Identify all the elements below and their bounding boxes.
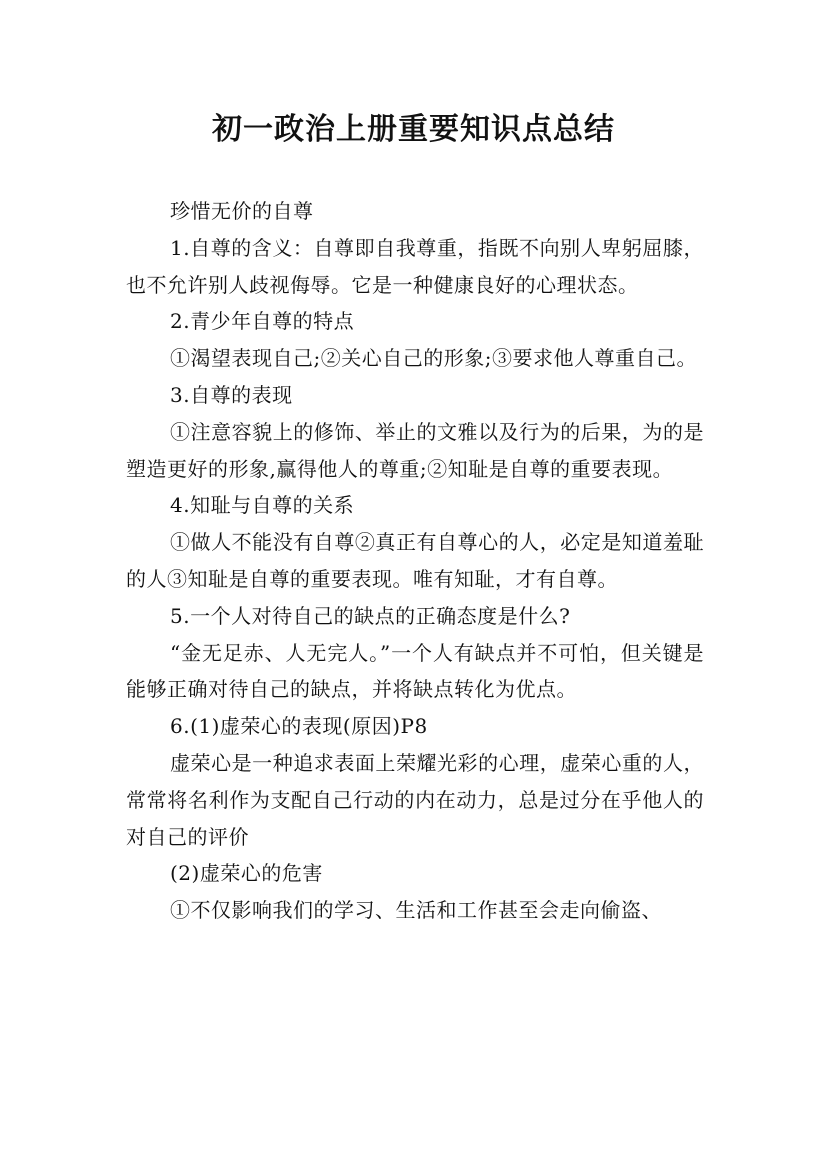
- paragraph-vanity-harm: ①不仅影响我们的学习、生活和工作甚至会走向偷盗、: [170, 898, 662, 923]
- paragraph-shame-and-respect: ①做人不能没有自尊②真正有自尊心的人，必定是知道羞耻的人③知耻是自尊的重要表现。唯有知耻，才有自尊。: [126, 530, 704, 591]
- paragraph-vanity-signs: 虚荣心是一种追求表面上荣耀光彩的心理，虚荣心重的人，常常将名利作为支配自己行动的内在动力，总是过分在乎他人的对自己的评价: [126, 750, 704, 849]
- paragraph-heading-cherish-self-respect: 珍惜无价的自尊: [170, 199, 314, 223]
- paragraph-heading-vanity-signs: 6.(1)虚荣心的表现(原因)P8: [170, 714, 428, 739]
- paragraph-heading-youth-traits: 2.青少年自尊的特点: [170, 309, 355, 334]
- paragraph-heading-shame-and-respect: 4.知耻与自尊的关系: [170, 493, 355, 518]
- document-body: [126, 193, 704, 929]
- paragraph-self-respect-expression: ①注意容貌上的修饰、举止的文雅以及行为的后果，为的是塑造更好的形象,赢得他人的尊重;②知耻是自尊的重要表现。: [126, 419, 704, 481]
- paragraph-heading-vanity-harm: (2)虚荣心的危害: [170, 861, 323, 886]
- paragraph-heading-self-respect-expression: 3.自尊的表现: [170, 382, 293, 407]
- paragraph-shortcomings: “金无足赤、人无完人。”一个人有缺点并不可怕，但关键是能够正确对待自己的缺点，并将缺点转化为优点。: [126, 640, 704, 702]
- paragraph-heading-shortcomings: 5.一个人对待自己的缺点的正确态度是什么?: [170, 603, 571, 628]
- paragraph-youth-traits: ①渴望表现自己;②关心自己的形象;③要求他人尊重自己。: [170, 346, 697, 371]
- paragraph-self-respect-meaning: 1.自尊的含义：自尊即自我尊重，指既不向别人卑躬屈膝，也不允许别人歧视侮辱。它是一种健康良好的心理状态。: [126, 235, 704, 297]
- document-title: 初一政治上册重要知识点总结: [212, 112, 615, 147]
